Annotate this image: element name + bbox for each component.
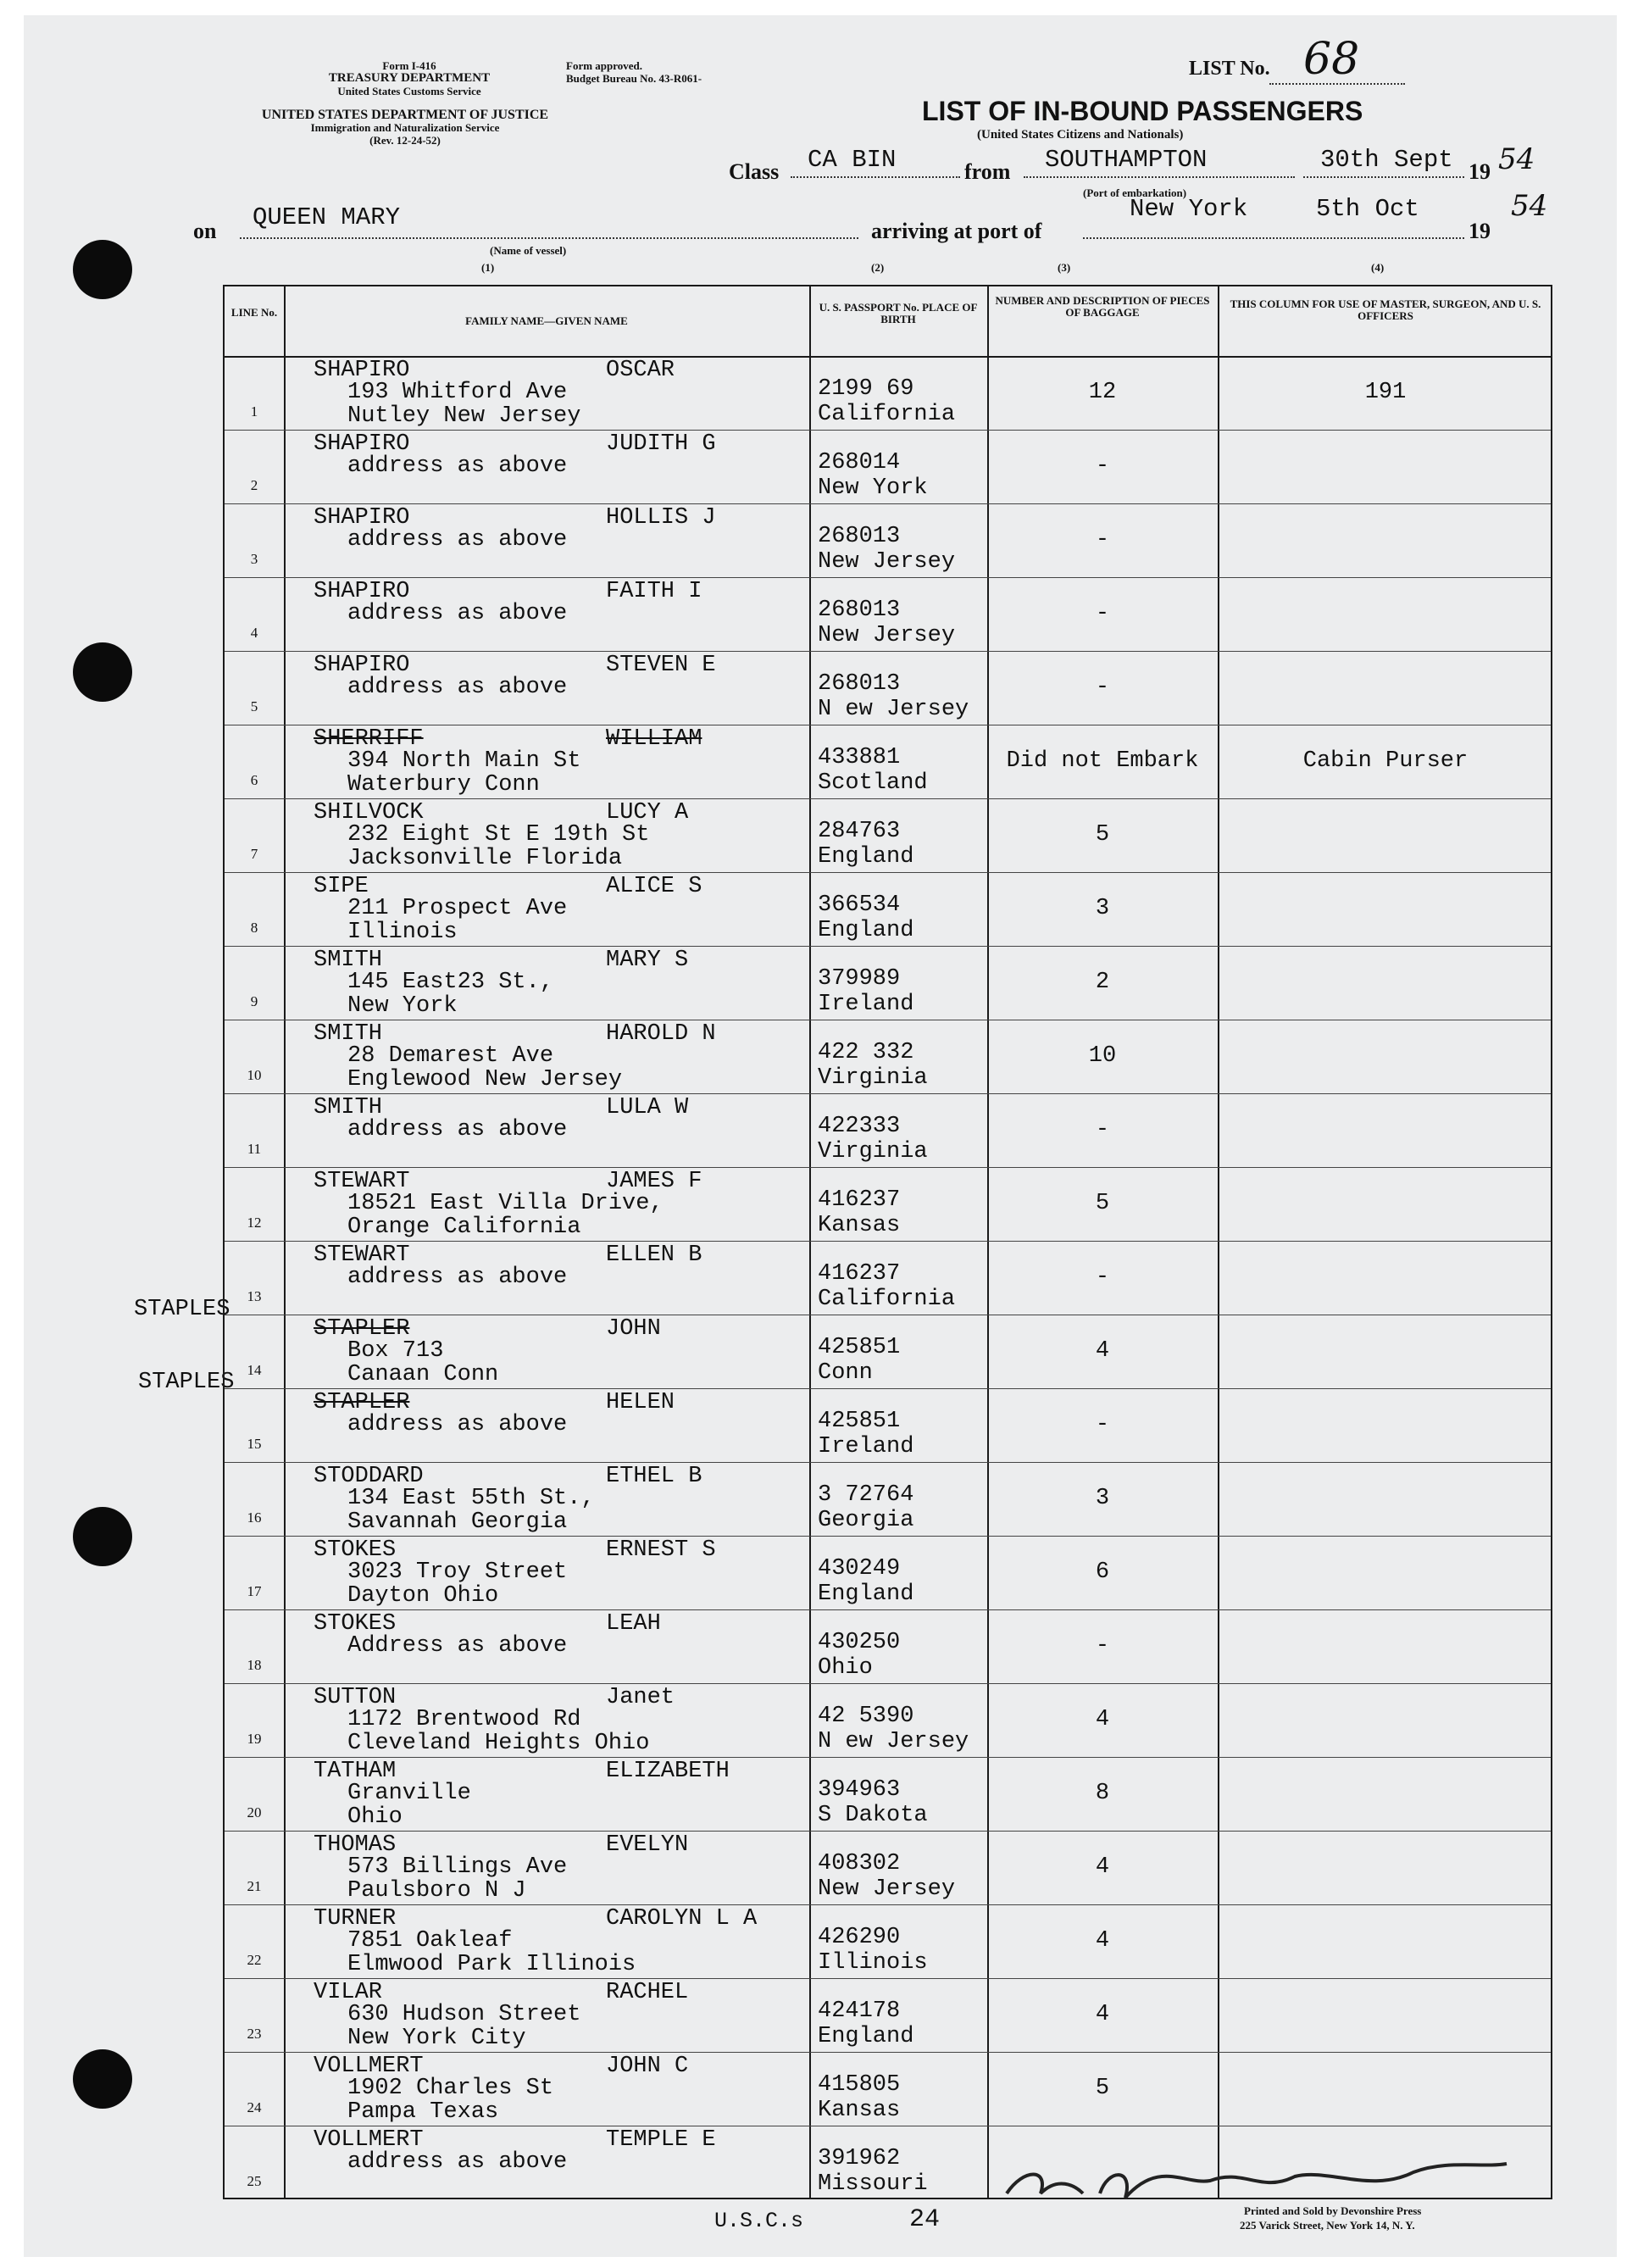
address-line-1: 1902 Charles St xyxy=(347,2076,554,2101)
line-number: 1 xyxy=(250,403,258,420)
table-row xyxy=(225,1757,1551,1831)
given-name: JUDITH G xyxy=(606,431,716,457)
baggage-count: 5 xyxy=(1095,822,1110,848)
table-row xyxy=(225,1388,1551,1462)
line-number: 7 xyxy=(250,846,258,862)
officer-note: Cabin Purser xyxy=(1302,748,1469,774)
place-of-birth: England xyxy=(818,1581,914,1607)
address-line-1: 28 Demarest Ave xyxy=(347,1043,554,1069)
given-name: CAROLYN L A xyxy=(606,1906,758,1932)
given-name: LULA W xyxy=(606,1095,689,1120)
place-of-birth: Missouri xyxy=(818,2171,928,2197)
line-number: 9 xyxy=(250,993,258,1009)
baggage-count: 4 xyxy=(1095,1338,1110,1364)
baggage-count: 5 xyxy=(1095,2076,1110,2101)
family-name: VILAR xyxy=(314,1980,383,2005)
baggage-count: 10 xyxy=(1088,1043,1117,1069)
address-line-1: 3023 Troy Street xyxy=(347,1559,568,1585)
list-no-value: 68 xyxy=(1303,34,1360,85)
table-row xyxy=(225,651,1551,725)
place-of-birth: Scotland xyxy=(818,770,928,796)
line-number: 10 xyxy=(247,1067,262,1083)
address-line-1: address as above xyxy=(347,453,568,479)
address-line-2: Cleveland Heights Ohio xyxy=(347,1731,650,1756)
given-name: LEAH xyxy=(606,1611,661,1637)
punch-hole xyxy=(73,240,132,299)
table-row xyxy=(225,1683,1551,1757)
table-row xyxy=(225,1462,1551,1536)
vessel-name: QUEEN MARY xyxy=(253,203,401,231)
given-name: TEMPLE E xyxy=(606,2127,716,2153)
signature xyxy=(990,2134,1541,2219)
list-no-label: LIST No. xyxy=(1189,58,1270,80)
given-name: MARY S xyxy=(606,948,689,973)
passport-number: 268013 xyxy=(818,598,901,623)
address-line-1: 7851 Oakleaf xyxy=(347,1928,513,1954)
line-number: 11 xyxy=(247,1141,262,1157)
address-line-2: Pampa Texas xyxy=(347,2099,499,2125)
table-row xyxy=(225,503,1551,577)
baggage-count: - xyxy=(1095,1633,1110,1659)
passport-number: 3 72764 xyxy=(818,1482,914,1508)
line-number: 3 xyxy=(250,551,258,567)
footer-page: 24 xyxy=(909,2205,941,2234)
baggage-count: - xyxy=(1095,601,1110,626)
form-approved: Form approved. xyxy=(566,59,643,72)
address-line-2: Canaan Conn xyxy=(347,1362,499,1387)
place-of-birth: New Jersey xyxy=(818,623,956,648)
place-of-birth: England xyxy=(818,2024,914,2049)
address-line-2: Orange California xyxy=(347,1215,581,1240)
justice-dept: UNITED STATES DEPARTMENT OF JUSTICE xyxy=(261,108,549,122)
family-name: THOMAS xyxy=(314,1832,397,1858)
arriving-label: arriving at port of xyxy=(871,219,1042,243)
family-name: SMITH xyxy=(314,1021,383,1047)
passport-number: 425851 xyxy=(818,1409,901,1434)
punch-hole xyxy=(73,642,132,702)
family-name: SHAPIRO xyxy=(314,505,410,531)
place-of-birth: Ireland xyxy=(818,1434,914,1459)
baggage-count: 4 xyxy=(1095,2002,1110,2027)
passport-number: 416237 xyxy=(818,1261,901,1287)
baggage-count: 3 xyxy=(1095,896,1110,921)
address-line-1: 232 Eight St E 19th St xyxy=(347,822,650,848)
line-number: 12 xyxy=(247,1215,262,1231)
table-row xyxy=(225,1167,1551,1241)
passport-number: 430249 xyxy=(818,1556,901,1581)
passport-number: 394963 xyxy=(818,1777,901,1803)
address-line-2: New York City xyxy=(347,2026,526,2051)
passport-number: 422 332 xyxy=(818,1040,914,1065)
address-line-1: 630 Hudson Street xyxy=(347,2002,581,2027)
passport-number: 430250 xyxy=(818,1630,901,1655)
passport-number: 42 5390 xyxy=(818,1704,914,1729)
port-embark-caption: (Port of embarkation) xyxy=(1083,186,1187,199)
line-number: 8 xyxy=(250,920,258,936)
passport-number: 415805 xyxy=(818,2072,901,2098)
address-line-1: address as above xyxy=(347,1117,568,1142)
baggage-count: - xyxy=(1095,1412,1110,1437)
family-name: SIPE xyxy=(314,874,369,899)
line-number: 2 xyxy=(250,477,258,493)
line-number: 25 xyxy=(247,2173,262,2189)
col-header-name: FAMILY NAME—GIVEN NAME xyxy=(465,314,628,327)
given-name: FAITH I xyxy=(606,579,702,604)
table-row xyxy=(225,725,1551,798)
col-num: (4) xyxy=(1371,261,1385,274)
family-name: SHAPIRO xyxy=(314,431,410,457)
passport-number: 422333 xyxy=(818,1114,901,1139)
table-row xyxy=(225,577,1551,651)
family-name: STEWART xyxy=(314,1242,410,1268)
family-name: STODDARD xyxy=(314,1464,424,1489)
baggage-count: 4 xyxy=(1095,1928,1110,1954)
passport-number: 433881 xyxy=(818,745,901,770)
departure-date: 30th Sept xyxy=(1320,146,1453,174)
family-name: VOLLMERT xyxy=(314,2127,424,2153)
given-name: Janet xyxy=(606,1685,675,1710)
given-name: STEVEN E xyxy=(606,653,716,678)
margin-staples: STAPLES xyxy=(138,1370,235,1395)
place-of-birth: New Jersey xyxy=(818,1876,956,1902)
baggage-count: - xyxy=(1095,453,1110,479)
table-row xyxy=(225,2052,1551,2126)
address-line-2: Dayton Ohio xyxy=(347,1583,499,1609)
passport-number: 424178 xyxy=(818,1998,901,2024)
address-line-1: 573 Billings Ave xyxy=(347,1854,568,1880)
class-label: Class xyxy=(729,159,780,184)
passport-number: 416237 xyxy=(818,1187,901,1213)
margin-staples: STAPLES xyxy=(134,1297,230,1322)
given-name: EVELYN xyxy=(606,1832,689,1858)
table-row xyxy=(225,356,1551,430)
place-of-birth: Virginia xyxy=(818,1065,928,1091)
baggage-count: 6 xyxy=(1095,1559,1110,1585)
place-of-birth: England xyxy=(818,918,914,943)
address-line-2: Jacksonville Florida xyxy=(347,846,623,871)
line-number: 23 xyxy=(247,2026,262,2042)
footer-uscs: U.S.C.s xyxy=(714,2209,804,2233)
address-line-2: Waterbury Conn xyxy=(347,772,540,798)
table-row xyxy=(225,1978,1551,2052)
line-number: 13 xyxy=(247,1288,262,1304)
table-row xyxy=(225,1831,1551,1904)
address-line-2: Ohio xyxy=(347,1804,403,1830)
given-name: HOLLIS J xyxy=(606,505,716,531)
given-name: ELLEN B xyxy=(606,1242,702,1268)
given-name: JOHN C xyxy=(606,2054,689,2079)
document-page xyxy=(24,15,1617,2257)
place-of-birth: Georgia xyxy=(818,1508,914,1533)
passport-number: 268013 xyxy=(818,671,901,697)
officer-note: 191 xyxy=(1364,380,1407,405)
given-name: ELIZABETH xyxy=(606,1759,730,1784)
baggage-count: 2 xyxy=(1095,970,1110,995)
col-header-passport: U. S. PASSPORT No. PLACE OF BIRTH xyxy=(819,301,978,325)
given-name: HELEN xyxy=(606,1390,675,1415)
baggage-count: 12 xyxy=(1088,380,1117,405)
address-line-1: Granville xyxy=(347,1781,471,1806)
family-name: STEWART xyxy=(314,1169,410,1194)
from-value: SOUTHAMPTON xyxy=(1045,146,1208,174)
baggage-count: 4 xyxy=(1095,1707,1110,1732)
place-of-birth: New Jersey xyxy=(818,549,956,575)
place-of-birth: Virginia xyxy=(818,1139,928,1165)
line-number: 21 xyxy=(247,1878,262,1894)
col-header-line: LINE No. xyxy=(230,306,278,319)
baggage-count: - xyxy=(1095,1117,1110,1142)
table-body xyxy=(225,356,1551,2198)
given-name: ALICE S xyxy=(606,874,702,899)
address-line-2: Englewood New Jersey xyxy=(347,1067,623,1092)
footer-printer-addr: 225 Varick Street, New York 14, N. Y. xyxy=(1240,2219,1415,2232)
family-name: SMITH xyxy=(314,948,383,973)
given-name: JAMES F xyxy=(606,1169,702,1194)
family-name: VOLLMERT xyxy=(314,2054,424,2079)
page-subtitle: (United States Citizens and Nationals) xyxy=(977,128,1184,142)
address-line-1: 1172 Brentwood Rd xyxy=(347,1707,581,1732)
table-row xyxy=(225,1093,1551,1167)
address-line-1: 18521 East Villa Drive, xyxy=(347,1191,664,1216)
baggage-count: - xyxy=(1095,1265,1110,1290)
family-name: SHAPIRO xyxy=(314,579,410,604)
family-name: STAPLER xyxy=(314,1316,410,1342)
address-line-1: 145 East23 St., xyxy=(347,970,554,995)
punch-hole xyxy=(73,2049,132,2109)
table-row xyxy=(225,798,1551,872)
given-name: ETHEL B xyxy=(606,1464,702,1489)
place-of-birth: Kansas xyxy=(818,2098,901,2123)
family-name: TURNER xyxy=(314,1906,397,1932)
given-name: HAROLD N xyxy=(606,1021,716,1047)
line-number: 17 xyxy=(247,1583,262,1599)
table-row xyxy=(225,1904,1551,1978)
arrival-year-prefix: 19 xyxy=(1469,219,1491,243)
arrival-port: New York xyxy=(1130,195,1248,223)
revision: (Rev. 12-24-52) xyxy=(369,134,441,147)
budget-bureau: Budget Bureau No. 43-R061- xyxy=(566,72,702,85)
baggage-count: - xyxy=(1095,527,1110,553)
punch-hole xyxy=(73,1507,132,1566)
place-of-birth: California xyxy=(818,402,956,427)
family-name: SHAPIRO xyxy=(314,358,410,383)
place-of-birth: S Dakota xyxy=(818,1803,928,1828)
baggage-count: 4 xyxy=(1095,1854,1110,1880)
table-row xyxy=(225,872,1551,946)
passport-number: 366534 xyxy=(818,892,901,918)
address-line-1: 394 North Main St xyxy=(347,748,581,774)
baggage-count: 5 xyxy=(1095,1191,1110,1216)
col-num: (3) xyxy=(1058,261,1071,274)
family-name: SUTTON xyxy=(314,1685,397,1710)
table-row xyxy=(225,1315,1551,1388)
family-name: SHILVOCK xyxy=(314,800,424,825)
arrival-year: 54 xyxy=(1511,189,1548,223)
place-of-birth: N ew Jersey xyxy=(818,1729,969,1754)
family-name: SHERRIFF xyxy=(314,726,424,752)
given-name: OSCAR xyxy=(606,358,675,383)
line-number: 6 xyxy=(250,772,258,788)
col-header-baggage: NUMBER AND DESCRIPTION OF PIECES OF BAGGAGE xyxy=(995,294,1210,319)
from-label: from xyxy=(964,159,1011,184)
place-of-birth: New York xyxy=(818,475,928,501)
line-number: 18 xyxy=(247,1657,262,1673)
address-line-1: Box 713 xyxy=(347,1338,444,1364)
address-line-1: address as above xyxy=(347,527,568,553)
table-row xyxy=(225,1020,1551,1093)
given-name: WILLIAM xyxy=(606,726,702,752)
line-number: 5 xyxy=(250,698,258,714)
address-line-2: Illinois xyxy=(347,920,458,945)
place-of-birth: Conn xyxy=(818,1360,873,1386)
family-name: STAPLER xyxy=(314,1390,410,1415)
line-number: 4 xyxy=(250,625,258,641)
given-name: ERNEST S xyxy=(606,1537,716,1563)
baggage-count: 8 xyxy=(1095,1781,1110,1806)
address-line-2: Elmwood Park Illinois xyxy=(347,1952,636,1977)
place-of-birth: Illinois xyxy=(818,1950,928,1976)
place-of-birth: California xyxy=(818,1287,956,1312)
address-line-1: address as above xyxy=(347,675,568,700)
on-label: on xyxy=(193,219,217,243)
col-header-officers: THIS COLUMN FOR USE OF MASTER, SURGEON, AND U. S. OFFICERS xyxy=(1230,297,1541,322)
passport-number: 391962 xyxy=(818,2146,901,2171)
table-row xyxy=(225,1536,1551,1609)
family-name: SHAPIRO xyxy=(314,653,410,678)
given-name: JOHN xyxy=(606,1316,661,1342)
col-num: (1) xyxy=(481,261,495,274)
ins: Immigration and Naturalization Service xyxy=(310,121,500,134)
treasury-dept: TREASURY DEPARTMENT xyxy=(328,71,491,85)
address-line-2: Nutley New Jersey xyxy=(347,403,581,429)
passport-number: 268013 xyxy=(818,524,901,549)
family-name: SMITH xyxy=(314,1095,383,1120)
page-title: LIST OF IN-BOUND PASSENGERS xyxy=(922,96,1363,126)
vessel-caption: (Name of vessel) xyxy=(490,244,567,257)
line-number: 24 xyxy=(247,2099,262,2115)
place-of-birth: Ohio xyxy=(818,1655,873,1681)
class-value: CA BIN xyxy=(808,146,897,174)
place-of-birth: Ireland xyxy=(818,992,914,1017)
passenger-table xyxy=(223,285,1552,2199)
address-line-2: Savannah Georgia xyxy=(347,1509,568,1535)
baggage-count: Did not Embark xyxy=(1006,748,1199,774)
address-line-1: address as above xyxy=(347,2149,568,2175)
family-name: STOKES xyxy=(314,1611,397,1637)
given-name: LUCY A xyxy=(606,800,689,825)
departure-year-prefix: 19 xyxy=(1469,159,1491,184)
line-number: 22 xyxy=(247,1952,262,1968)
address-line-1: 193 Whitford Ave xyxy=(347,380,568,405)
place-of-birth: Kansas xyxy=(818,1213,901,1238)
family-name: TATHAM xyxy=(314,1759,397,1784)
form-number: Form I-416 xyxy=(382,59,436,72)
family-name: STOKES xyxy=(314,1537,397,1563)
place-of-birth: England xyxy=(818,844,914,870)
passport-number: 268014 xyxy=(818,450,901,475)
address-line-2: New York xyxy=(347,993,458,1019)
address-line-1: address as above xyxy=(347,1265,568,1290)
line-number: 16 xyxy=(247,1509,262,1526)
table-row xyxy=(225,946,1551,1020)
departure-year: 54 xyxy=(1498,142,1535,176)
baggage-count: - xyxy=(1095,675,1110,700)
passport-number: 426290 xyxy=(818,1925,901,1950)
address-line-1: Address as above xyxy=(347,1633,568,1659)
address-line-2: Paulsboro N J xyxy=(347,1878,526,1904)
passport-number: 284763 xyxy=(818,819,901,844)
col-num: (2) xyxy=(871,261,885,274)
customs-service: United States Customs Service xyxy=(337,85,481,97)
arrival-date: 5th Oct xyxy=(1316,195,1419,223)
address-line-1: address as above xyxy=(347,1412,568,1437)
table-row xyxy=(225,1241,1551,1315)
passport-number: 408302 xyxy=(818,1851,901,1876)
footer-printer: Printed and Sold by Devonshire Press xyxy=(1244,2204,1422,2217)
table-row xyxy=(225,430,1551,503)
line-number: 14 xyxy=(247,1362,262,1378)
passport-number: 425851 xyxy=(818,1335,901,1360)
address-line-1: 211 Prospect Ave xyxy=(347,896,568,921)
line-number: 19 xyxy=(247,1731,262,1747)
line-number: 20 xyxy=(247,1804,262,1821)
baggage-count: 3 xyxy=(1095,1486,1110,1511)
passport-number: 379989 xyxy=(818,966,901,992)
table-row xyxy=(225,1609,1551,1683)
given-name: RACHEL xyxy=(606,1980,689,2005)
place-of-birth: N ew Jersey xyxy=(818,697,969,722)
passport-number: 2199 69 xyxy=(818,376,914,402)
address-line-1: address as above xyxy=(347,601,568,626)
address-line-1: 134 East 55th St., xyxy=(347,1486,595,1511)
line-number: 15 xyxy=(247,1436,262,1452)
